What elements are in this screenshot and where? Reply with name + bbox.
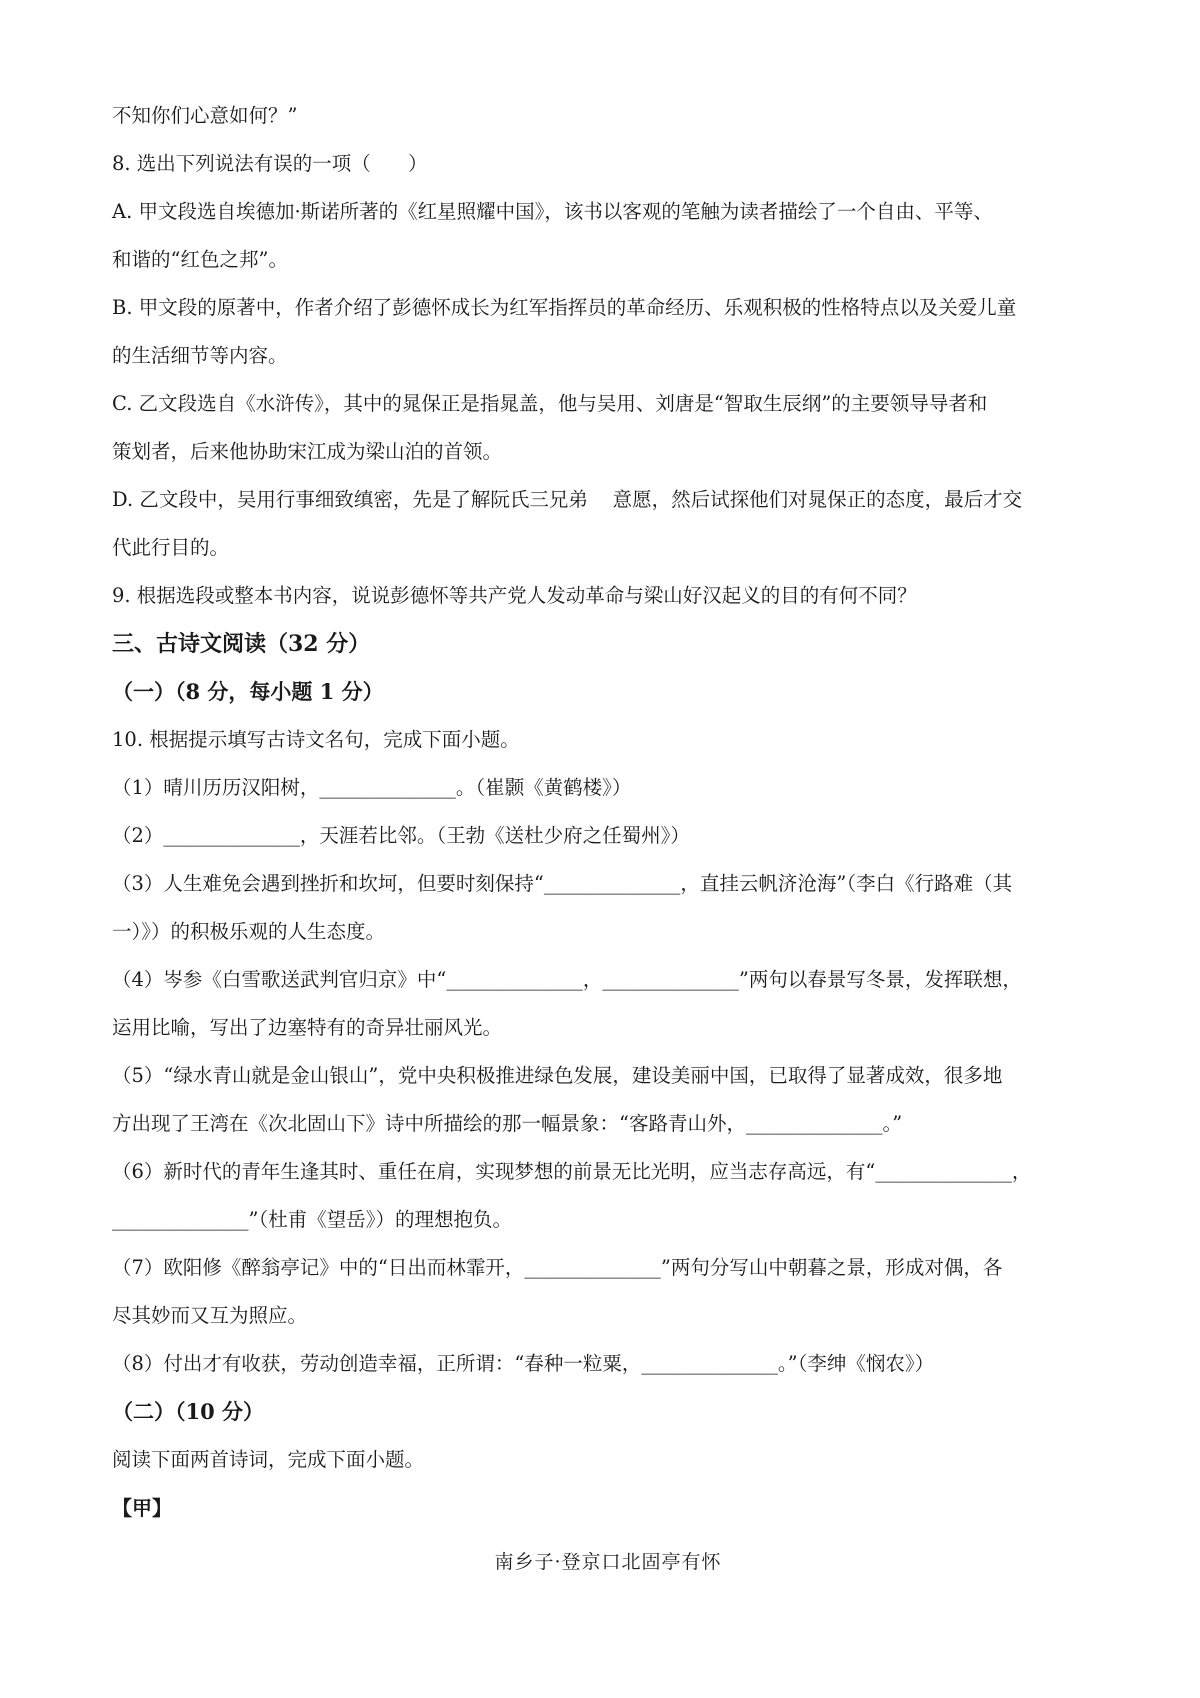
option-d-line-2: 代此行目的。 (112, 536, 230, 559)
fill-item-3-line-1: （3）人生难免会遇到挫折和坎坷，但要时刻保持“______________，直挂云帆济沧海”（李白《行路难（其 (112, 872, 1013, 895)
fill-item-6-line-1: （6）新时代的青年生逢其时、重任在肩，实现梦想的前景无比光明，应当志存高远，有“______________， (112, 1160, 1032, 1183)
question-9: 9. 根据选段或整本书内容，说说彭德怀等共产党人发动革命与梁山好汉起义的目的有何不同？ (112, 584, 917, 607)
option-b-line-2: 的生活细节等内容。 (112, 344, 288, 367)
option-c-line-2: 策划者，后来他协助宋江成为梁山泊的首领。 (112, 440, 503, 463)
option-b-line-1: B. 甲文段的原著中，作者介绍了彭德怀成长为红军指挥员的革命经历、乐观积极的性格特点以及关爱儿童 (112, 296, 1017, 319)
poem-title: 南乡子·登京口北固亭有怀 (494, 1551, 722, 1573)
question-10 (112, 716, 1104, 1388)
option-a-line-2: 和谐的“红色之邦”。 (112, 248, 288, 271)
fill-item-6-line-2: ______________”（杜甫《望岳》）的理想抱负。 (112, 1208, 512, 1231)
fill-item-4-line-2: 运用比喻，写出了边塞特有的奇异壮丽风光。 (112, 1016, 503, 1039)
section-3-heading: 三、古诗文阅读（32 分） (112, 631, 371, 657)
question-8 (112, 140, 1104, 572)
fill-item-7-line-1: （7）欧阳修《醉翁亭记》中的“日出而林霏开，______________”两句分写山中朝暮之景，形成对偶，各 (112, 1256, 1003, 1279)
option-a-line-1: A. 甲文段选自埃德加·斯诺所著的《红星照耀中国》，该书以客观的笔触为读者描绘了一个自由、平等、 (112, 200, 993, 223)
option-c-line-1: C. 乙文段选自《水浒传》，其中的晁保正是指晁盖，他与吴用、刘唐是“智取生辰纲”的主要领导导者和 (112, 392, 988, 415)
fill-item-5-line-2: 方出现了王湾在《次北固山下》诗中所描绘的那一幅景象：“客路青山外，______________。” (112, 1112, 903, 1135)
fill-item-8: （8）付出才有收获，劳动创造幸福，正所谓：“春种一粒粟，______________。”（李绅《悯农》） (112, 1352, 935, 1375)
fill-item-1: （1）晴川历历汉阳树，______________。（崔颢《黄鹤楼》） (112, 776, 632, 799)
subsection-2-heading: （二）（10 分） (112, 1399, 265, 1424)
subsection-1-heading: （一）（8 分，每小题 1 分） (112, 679, 384, 704)
passage-ending: 不知你们心意如何？” (112, 104, 298, 127)
document-page (112, 92, 1104, 1586)
fill-item-4-line-1: （4）岑参《白雪歌送武判官归京》中“______________，______________”两句以春景写冬景，发挥联想， (112, 968, 1022, 991)
poem-a-label: 【甲】 (112, 1496, 172, 1520)
question-8-stem: 8. 选出下列说法有误的一项（ ） (112, 152, 428, 175)
reading-instruction: 阅读下面两首诗词，完成下面小题。 (112, 1448, 425, 1471)
fill-item-5-line-1: （5）“绿水青山就是金山银山”，党中央积极推进绿色发展，建设美丽中国，已取得了显著成效，很多地 (112, 1064, 1003, 1087)
option-d-line-1: D. 乙文段中，吴用行事细致缜密，先是了解阮氏三兄弟 意愿，然后试探他们对晁保正的态度，最后才交 (112, 488, 1023, 511)
fill-item-7-line-2: 尽其妙而又互为照应。 (112, 1304, 308, 1327)
fill-item-3-line-2: 一）》）的积极乐观的人生态度。 (112, 920, 386, 943)
fill-item-2: （2）______________，天涯若比邻。（王勃《送杜少府之任蜀州》） (112, 824, 690, 847)
question-10-stem: 10. 根据提示填写古诗文名句，完成下面小题。 (112, 728, 520, 751)
